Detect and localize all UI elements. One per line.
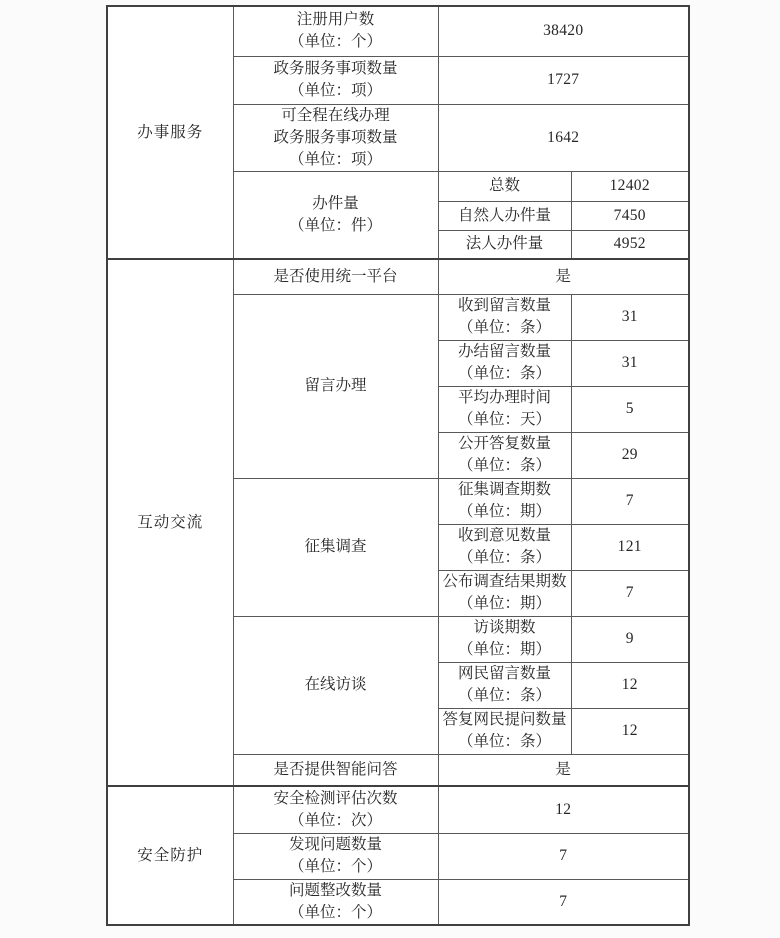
text-line: 政务服务事项数量 <box>273 128 398 146</box>
table-body <box>107 6 689 925</box>
item-label-cell <box>233 754 438 786</box>
text-line: （单位：项） <box>288 150 382 168</box>
item-label-cell <box>233 879 438 925</box>
value-cell: 29 <box>571 432 689 478</box>
value-cell: 5 <box>571 386 689 432</box>
text-line: 是否使用统一平台 <box>273 267 398 285</box>
text-line: （单位：天） <box>457 411 551 428</box>
sub-item-label-cell <box>438 171 571 201</box>
text-line: （单位：条） <box>457 319 551 336</box>
category-label: 互动交流 <box>137 513 204 531</box>
text-line: 答复网民提问数量 <box>442 711 567 728</box>
text-line: （单位：期） <box>457 641 551 658</box>
text-line: （单位：项） <box>288 82 382 99</box>
category-cell <box>107 6 233 259</box>
value-cell: 1727 <box>438 56 689 104</box>
item-label-cell <box>233 104 438 171</box>
text-line: 在线访谈 <box>304 676 367 693</box>
value-cell: 7 <box>571 570 689 616</box>
value-cell: 121 <box>571 524 689 570</box>
value-cell: 1642 <box>438 104 689 171</box>
sub-item-label-cell <box>438 478 571 524</box>
item-label-cell <box>233 171 438 259</box>
text-line: 平均办理时间 <box>457 389 551 406</box>
item-label-cell <box>233 6 438 56</box>
text-line: （单位：个） <box>288 903 382 921</box>
item-label-cell <box>233 259 438 294</box>
text-line: 留言办理 <box>304 377 367 394</box>
sub-item-label-cell <box>438 570 571 616</box>
category-cell <box>107 786 233 925</box>
value-cell: 7 <box>571 478 689 524</box>
sub-item-label-cell <box>438 524 571 570</box>
category-label: 安全防护 <box>137 846 204 864</box>
value-cell: 7450 <box>571 201 689 230</box>
text-line: （单位：个） <box>288 33 382 51</box>
text-line: 办结留言数量 <box>457 343 551 360</box>
text-line: 访谈期数 <box>473 619 536 636</box>
text-line: （单位：条） <box>457 687 551 704</box>
value-cell: 12402 <box>571 171 689 201</box>
category-cell <box>107 259 233 786</box>
item-label-cell <box>233 616 438 754</box>
sub-item-label-cell <box>438 708 571 754</box>
text-line: 收到意见数量 <box>457 527 551 544</box>
item-label-cell <box>233 56 438 104</box>
value-cell: 12 <box>438 786 689 833</box>
sub-item-label-cell <box>438 662 571 708</box>
table-row <box>107 786 689 833</box>
value-cell: 是 <box>438 259 689 294</box>
value-cell: 31 <box>571 294 689 340</box>
text-line: 总数 <box>488 177 520 194</box>
text-line: （单位：条） <box>457 457 551 474</box>
text-line: （单位：次） <box>288 811 382 829</box>
text-line: 征集调查 <box>304 538 367 555</box>
text-line: （单位：个） <box>288 858 382 875</box>
text-line: 法人办件量 <box>465 235 544 253</box>
text-line: （单位：条） <box>457 365 551 382</box>
value-cell: 7 <box>438 879 689 925</box>
text-line: 注册用户数 <box>296 11 375 29</box>
text-line: （单位：条） <box>457 733 551 750</box>
text-line: 办件量 <box>312 194 359 212</box>
table-row <box>107 259 689 294</box>
item-label-cell <box>233 478 438 616</box>
item-label-cell <box>233 786 438 833</box>
text-line: （单位：期） <box>457 503 551 520</box>
value-cell: 38420 <box>438 6 689 56</box>
text-line: （单位：期） <box>457 595 551 612</box>
item-label-cell <box>233 294 438 478</box>
sub-item-label-cell <box>438 230 571 259</box>
sub-item-label-cell <box>438 201 571 230</box>
text-line: 问题整改数量 <box>288 881 382 899</box>
value-cell: 4952 <box>571 230 689 259</box>
sub-item-label-cell <box>438 386 571 432</box>
text-line: 安全检测评估次数 <box>273 789 398 807</box>
sub-item-label-cell <box>438 294 571 340</box>
item-label-cell <box>233 833 438 879</box>
value-cell: 12 <box>571 708 689 754</box>
value-cell: 是 <box>438 754 689 786</box>
text-line: 征集调查期数 <box>457 481 551 498</box>
value-cell: 7 <box>438 833 689 879</box>
gov-report-table <box>106 5 690 926</box>
text-line: （单位：件） <box>288 216 382 234</box>
text-line: 网民留言数量 <box>457 665 551 682</box>
text-line: 公布调查结果期数 <box>442 573 567 590</box>
text-line: 收到留言数量 <box>457 297 551 314</box>
value-cell: 9 <box>571 616 689 662</box>
text-line: 自然人办件量 <box>457 206 551 224</box>
sub-item-label-cell <box>438 340 571 386</box>
value-cell: 31 <box>571 340 689 386</box>
text-line: 公开答复数量 <box>457 435 551 452</box>
sub-item-label-cell <box>438 616 571 662</box>
text-line: 发现问题数量 <box>288 836 382 853</box>
value-cell: 12 <box>571 662 689 708</box>
sub-item-label-cell <box>438 432 571 478</box>
text-line: （单位：条） <box>457 549 551 566</box>
text-line: 政务服务事项数量 <box>273 60 398 77</box>
category-label: 办事服务 <box>137 123 204 141</box>
text-line: 是否提供智能问答 <box>273 760 398 778</box>
text-line: 可全程在线办理 <box>281 106 390 124</box>
table-row <box>107 6 689 56</box>
